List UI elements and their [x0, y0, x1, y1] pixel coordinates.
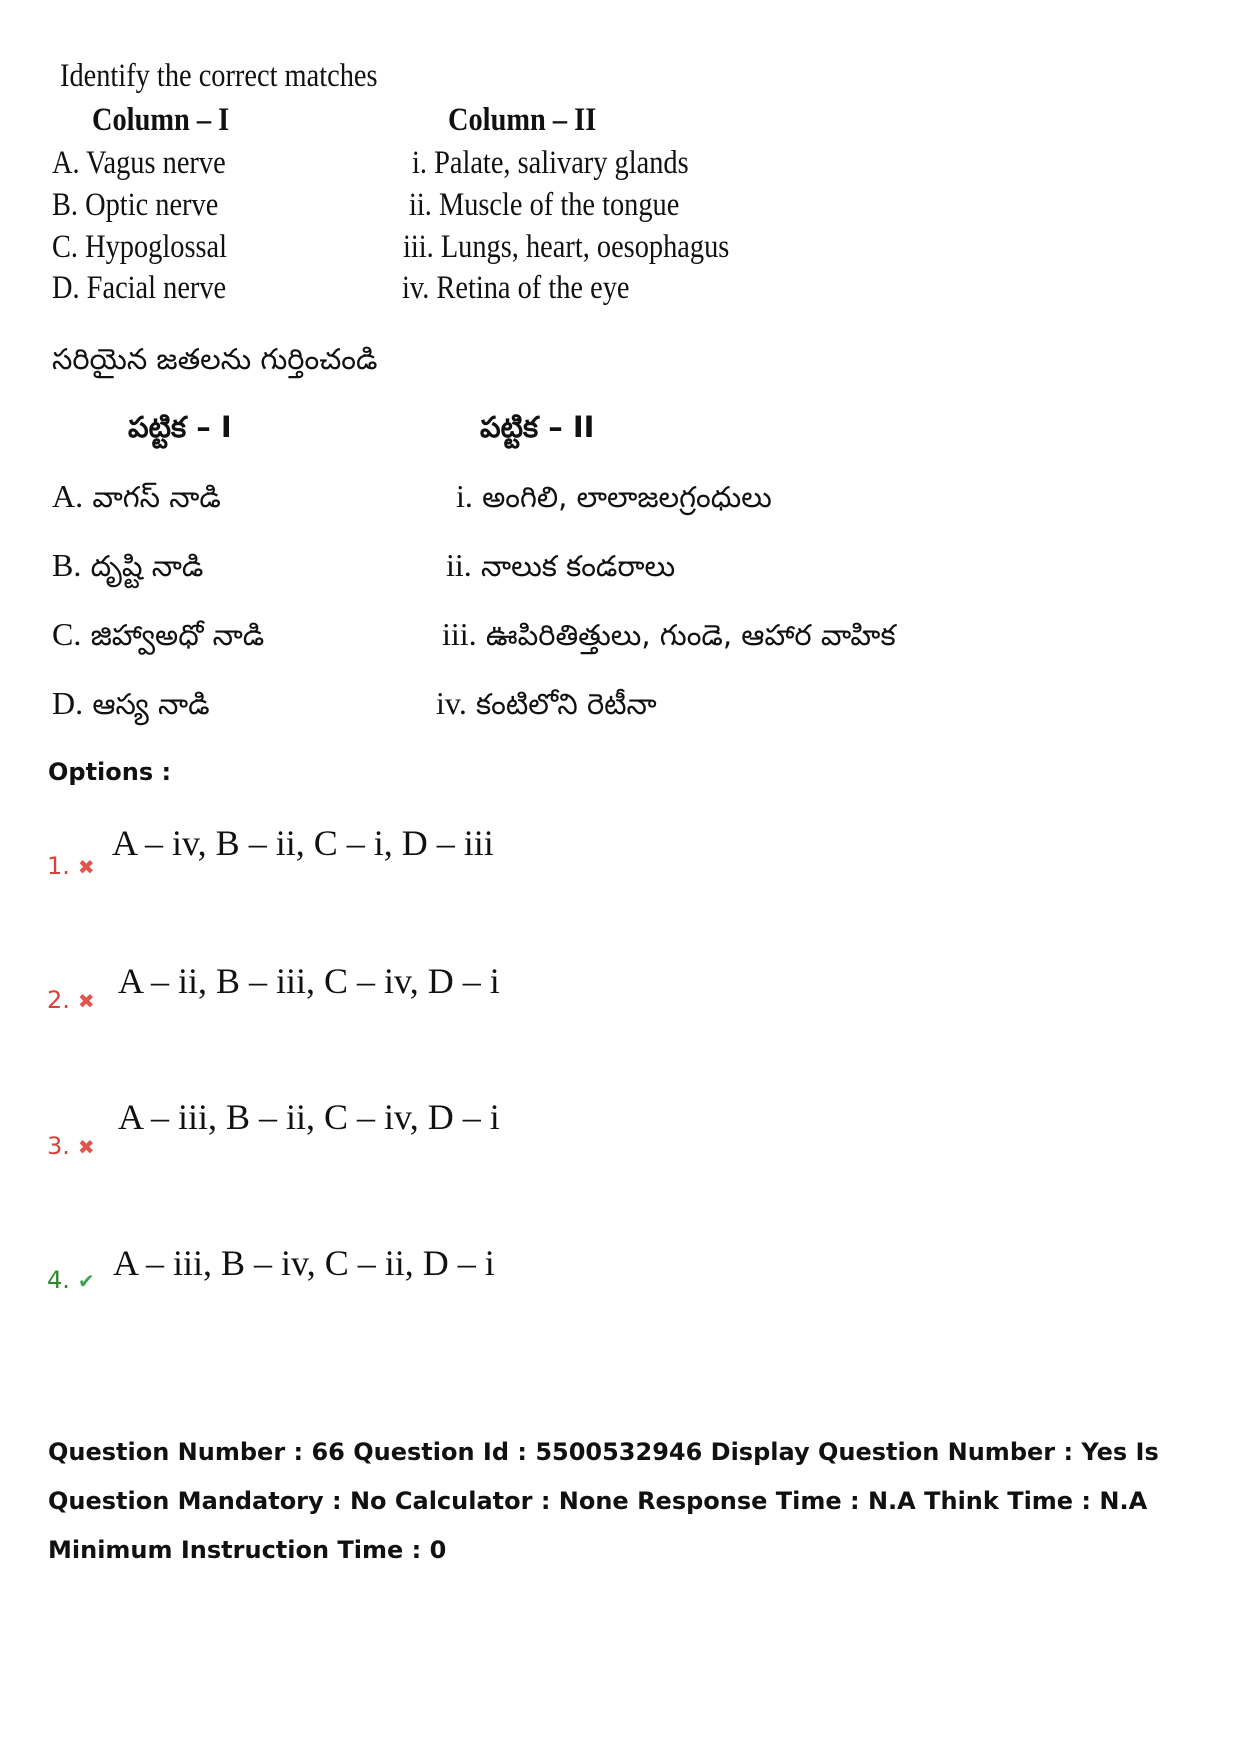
- te-column1-label: D.: [52, 685, 84, 721]
- option-2[interactable]: [47, 986, 95, 1014]
- column1-item-d: D. Facial nerve: [52, 270, 227, 306]
- te-column2-text: ఊపిరితిత్తులు, గుండె, ఆహార వాహిక: [485, 618, 896, 652]
- option-2-text[interactable]: A – ii, B – iii, C – iv, D – i: [118, 961, 500, 1001]
- te-column1-item-d: [52, 685, 210, 729]
- te-column2-label: ii.: [446, 547, 472, 583]
- column1-header-en: Column – I: [92, 102, 230, 138]
- column2-item-iv: iv. Retina of the eye: [402, 270, 630, 306]
- check-icon: ✔: [77, 1269, 95, 1293]
- column1-item-a: A. Vagus nerve: [52, 145, 226, 181]
- te-column1-text: జిహ్వాఅధో నాడి: [90, 618, 265, 652]
- option-number: 3.: [47, 1132, 70, 1160]
- te-column2-text: అంగిలి, లాలాజలగ్రంధులు: [482, 480, 772, 514]
- te-column2-text: నాలుక కండరాలు: [481, 549, 676, 583]
- te-column2-label: iv.: [436, 685, 467, 721]
- te-column1-text: ఆస్య నాడి: [92, 687, 210, 721]
- options-label: Options :: [48, 758, 172, 786]
- te-column2-item-iv: [436, 685, 657, 729]
- column2-header-te: పట్టిక – II: [480, 410, 595, 444]
- option-1[interactable]: [47, 852, 95, 880]
- te-column2-item-ii: [446, 547, 675, 591]
- te-column2-text: కంటిలోని రెటీనా: [476, 687, 657, 721]
- option-number: 4.: [47, 1266, 70, 1294]
- cross-icon: ✖: [77, 1135, 95, 1159]
- cross-icon: ✖: [77, 989, 95, 1013]
- te-column1-text: దృష్టి నాడి: [90, 549, 204, 583]
- option-1-text[interactable]: A – iv, B – ii, C – i, D – iii: [112, 823, 494, 863]
- te-column1-text: వాగస్ నాడి: [92, 480, 221, 514]
- option-4[interactable]: [47, 1266, 95, 1294]
- column2-header-en: Column – II: [448, 102, 597, 138]
- option-3[interactable]: [47, 1132, 95, 1160]
- te-column2-label: iii.: [442, 616, 477, 652]
- column1-item-b: B. Optic nerve: [52, 187, 219, 223]
- option-3-text[interactable]: A – iii, B – ii, C – iv, D – i: [118, 1097, 500, 1137]
- column2-item-ii: ii. Muscle of the tongue: [409, 187, 680, 223]
- te-column1-item-c: [52, 616, 264, 660]
- column1-item-c: C. Hypoglossal: [52, 229, 228, 265]
- question-prompt-en: Identify the correct matches: [60, 58, 378, 94]
- column2-item-iii: iii. Lungs, heart, oesophagus: [403, 229, 730, 265]
- te-column1-item-a: [52, 478, 221, 522]
- te-column1-item-b: [52, 547, 203, 591]
- te-column2-label: i.: [456, 478, 473, 514]
- te-column2-item-i: [456, 478, 772, 522]
- option-4-text[interactable]: A – iii, B – iv, C – ii, D – i: [113, 1243, 495, 1283]
- column1-header-te: పట్టిక – I: [128, 410, 232, 444]
- te-column2-item-iii: [442, 616, 896, 660]
- cross-icon: ✖: [77, 855, 95, 879]
- te-column1-label: A.: [52, 478, 84, 514]
- column2-item-i: i. Palate, salivary glands: [412, 145, 689, 181]
- option-number: 1.: [47, 852, 70, 880]
- te-column1-label: C.: [52, 616, 82, 652]
- option-number: 2.: [47, 986, 70, 1014]
- question-prompt-te: సరియైన జతలను గుర్తించండి: [52, 342, 378, 376]
- question-meta: Question Number : 66 Question Id : 5500532946 Display Question Number : Yes Is Question Mandatory : No Calculator : None Response Time : N.A Think Time : N.A Minimum Instruction Time : 0: [48, 1438, 1159, 1564]
- te-column1-label: B.: [52, 547, 82, 583]
